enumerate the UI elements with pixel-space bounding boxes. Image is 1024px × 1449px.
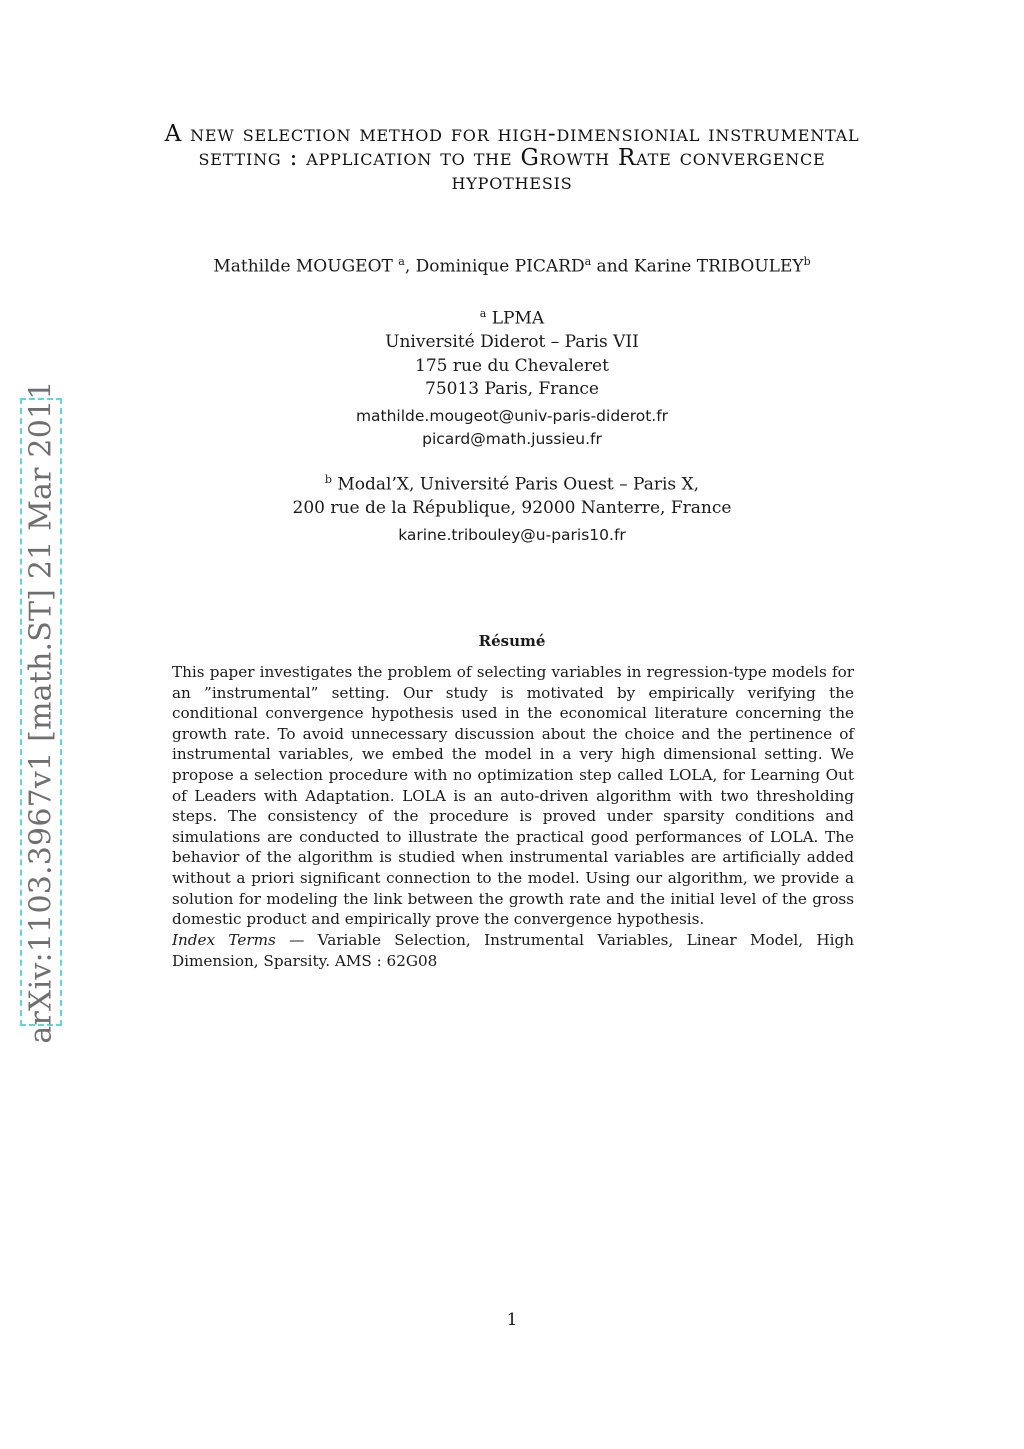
title-line: hypothesis	[451, 169, 573, 195]
affiliation-name: $^b$ Modal’X, Université Paris Ouest – Paris X,	[324, 473, 700, 495]
author-email[interactable]: karine.tribouley@u-paris10.fr	[398, 525, 626, 544]
affiliation-b	[0, 468, 1024, 547]
affiliation-name: $^a$ LPMA	[479, 307, 545, 329]
index-terms-label: Index Terms	[172, 931, 276, 949]
page-number: 1	[506, 1310, 518, 1330]
affiliation-address-line: 75013 Paris, France	[425, 379, 599, 400]
author-email[interactable]: mathilde.mougeot@univ-paris-diderot.fr	[355, 406, 669, 425]
index-terms-text: — Variable Selection, Instrumental Variables, Linear Model, High Dimension, Sparsity. AMS : 62G08	[172, 931, 855, 970]
arxiv-identifier-text: arXiv:1103.3967v1 [math.ST] 21 Mar 2011	[23, 380, 59, 1044]
title-line: setting : application to the Growth Rate convergence	[198, 145, 826, 171]
affiliation-address-line: 175 rue du Chevaleret	[415, 355, 609, 376]
paper-title	[120, 122, 904, 194]
author-affiliation-mark: a	[398, 255, 405, 268]
author-name: and Karine TRIBOULEY	[591, 256, 804, 277]
author-name: , Dominique PICARD	[404, 256, 585, 277]
author-affiliation-mark: b	[803, 255, 811, 268]
affiliation-mark: a	[479, 307, 487, 320]
author-list	[0, 255, 1024, 277]
index-terms	[172, 930, 854, 971]
author-affiliation-mark: a	[584, 255, 592, 268]
affiliation-address-line: 200 rue de la République, 92000 Nanterre, France	[292, 498, 732, 519]
author-email[interactable]: picard@math.jussieu.fr	[422, 430, 602, 449]
affiliation-mark: b	[324, 473, 332, 486]
affiliation-address-line: Université Diderot – Paris VII	[385, 332, 639, 353]
affiliation-a	[0, 302, 1024, 452]
abstract-body: This paper investigates the problem of selecting variables in regression-type models for an ”instrumental” setting. Our study is motivated by empirically verifying the conditional convergence hypothesis used in the economical literature concerning the growth rate. To avoid unnecessary discussion about the choice and the pertinence of instrumental variables, we embed the model in a very high dimensional setting. We propose a selection procedure with no optimization step called LOLA, for Learning Out of Leaders with Adaptation. LOLA is an auto-driven algorithm with two thresholding steps. The consistency of the procedure is proved under sparsity conditions and simulations are conducted to illustrate the practical good performances of LOLA. The behavior of the algorithm is studied when instrumental variables are artificially added without a priori significant connection to the model. Using our algorithm, we provide a solution for modeling the link between the growth rate and the initial level of the gross domestic product and empirically prove the convergence hypothesis.	[172, 663, 854, 929]
author-name: Mathilde MOUGEOT	[213, 256, 399, 277]
abstract-heading: Résumé	[478, 632, 546, 650]
title-line: A new selection method for high-dimensionial instrumental	[164, 121, 860, 147]
